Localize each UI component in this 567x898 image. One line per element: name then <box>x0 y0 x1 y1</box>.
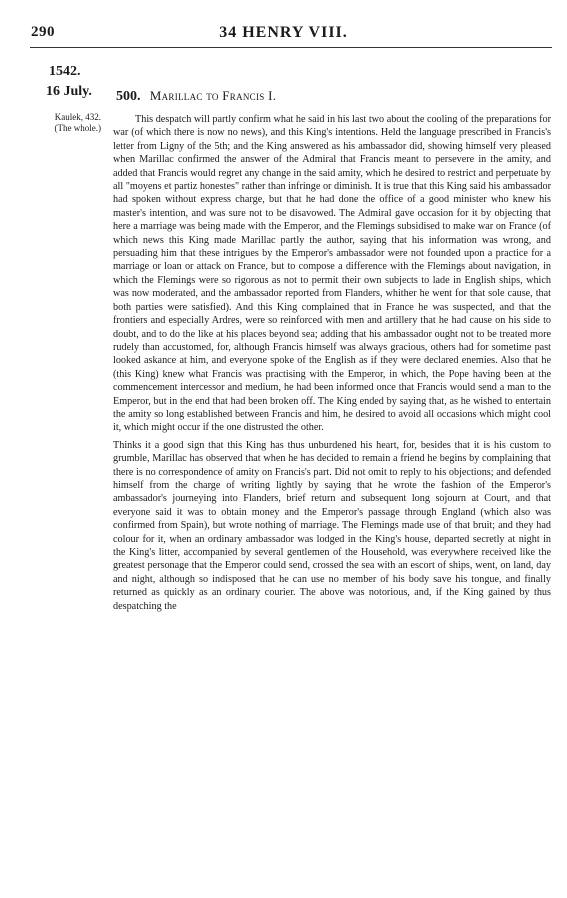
entry-heading <box>116 88 276 105</box>
body-paragraph: Thinks it a good sign that this King has thus unburdened his heart, for, besides that it is his custom to grumble, Marillac has observed that when he has decided to remain a friend he begins by complaining that there is no correspondence of amity on Francis's part. Did not omit to reply to his objections; and defended himself from the charge of writing lightly by saying that he wrote the fashion of the Emperor's ambassador's journeying into Flanders, brief return and subsequent long sojourn at Court, and that everyone said it was to obtain money and the Emperor's passage through England (which also was confirmed from Spain), but wrote nothing of marriage. The Flemings made use of that bruit; and they had colour for it, when an ordinary ambassador was lodged in the King's house, departed secretly at night in the King's litter, accompanied by several gentlemen of the Household, was everywhere received like the greatest personage that the Emperor could send, crossed the sea with an escort of ships, went, on land, day and night, although so indisposed that he can use no member of his body save his tongue, and finally returned as quickly as an ordinary courier. The above was notorious, and, if the King gained by thus despatching the <box>113 439 551 612</box>
margin-reference <box>29 112 101 134</box>
entry-body <box>113 113 551 613</box>
running-title: 34 HENRY VIII. <box>219 24 348 41</box>
header-rule <box>30 47 552 48</box>
margin-year: 1542. <box>49 64 81 79</box>
body-paragraph: This despatch will partly confirm what he said in his last two about the cooling of the preparations for war (of which there is now no news), and this King's intentions. Held the language prescribed in Francis's letter from Ligny of the 5th; and the King answered as his ambassador did, showing himself very pleased when Marillac confirmed the answer of the Admiral that Francis meant to persevere in the amity, and added that Francis would regret any change in the said amity, which he desired to restrict and perpetuate by all "moyens et partiz honestes" rather than infringe or diminish. It is true that this King said his ambassador had spoken without express charge, but that he had done the office of a good minister who knew his master's intention, and was sure not to be disavowed. The Admiral gave occasion for it by objecting that here a marriage was being made with the Emperor, and the Flemings subsidised to make war on France (of which news this King made Marillac partly the author, saying that his information was wrong, and persuading him that these intrigues by the Emperor's ambassador were not founded upon a practice for a marriage or loan or attack on France, but to compose a difference with the Flemings about navigation, in which the Flemings were so rigorous as not to permit their own subjects to lade in English ships, which was now moderated, and the ambassador reported from Flanders, whither he went for that sole cause, that both parties were satisfied). And this King complained that in France he was suspected, and that the frontiers and especially Ardres, were so reinforced with men and artillery that he had cause on his side to doubt, and to do the like at his places beyond sea; adding that his ambassador ought not to be treated more rudely than accustomed, for, although Francis himself was always gracious, others had for sometime past looked askance at him, and everyone spoke of the English as if they were declared enemies. Also that he (this King) knew what Francis was practising with the Emperor, in which, the Pope having been at the commencement intercessor and medium, he had been informed once that Francis would send a man to the Emperor, but in the end that had been broken off. The King ended by saying that, as he wished to entertain the amity so long established between Francis and him, he desired to avoid all occasions which might cool it, which might occur if the one distrusted the other. <box>113 114 551 434</box>
margin-reference-note: (The whole.) <box>54 123 101 133</box>
entry-number: 500. <box>116 89 141 104</box>
margin-reference-source: Kaulek, 432. <box>54 112 101 122</box>
entry-title: Marillac to Francis I. <box>149 88 277 103</box>
margin-date: 16 July. <box>46 84 92 99</box>
page-number: 290 <box>31 24 55 40</box>
